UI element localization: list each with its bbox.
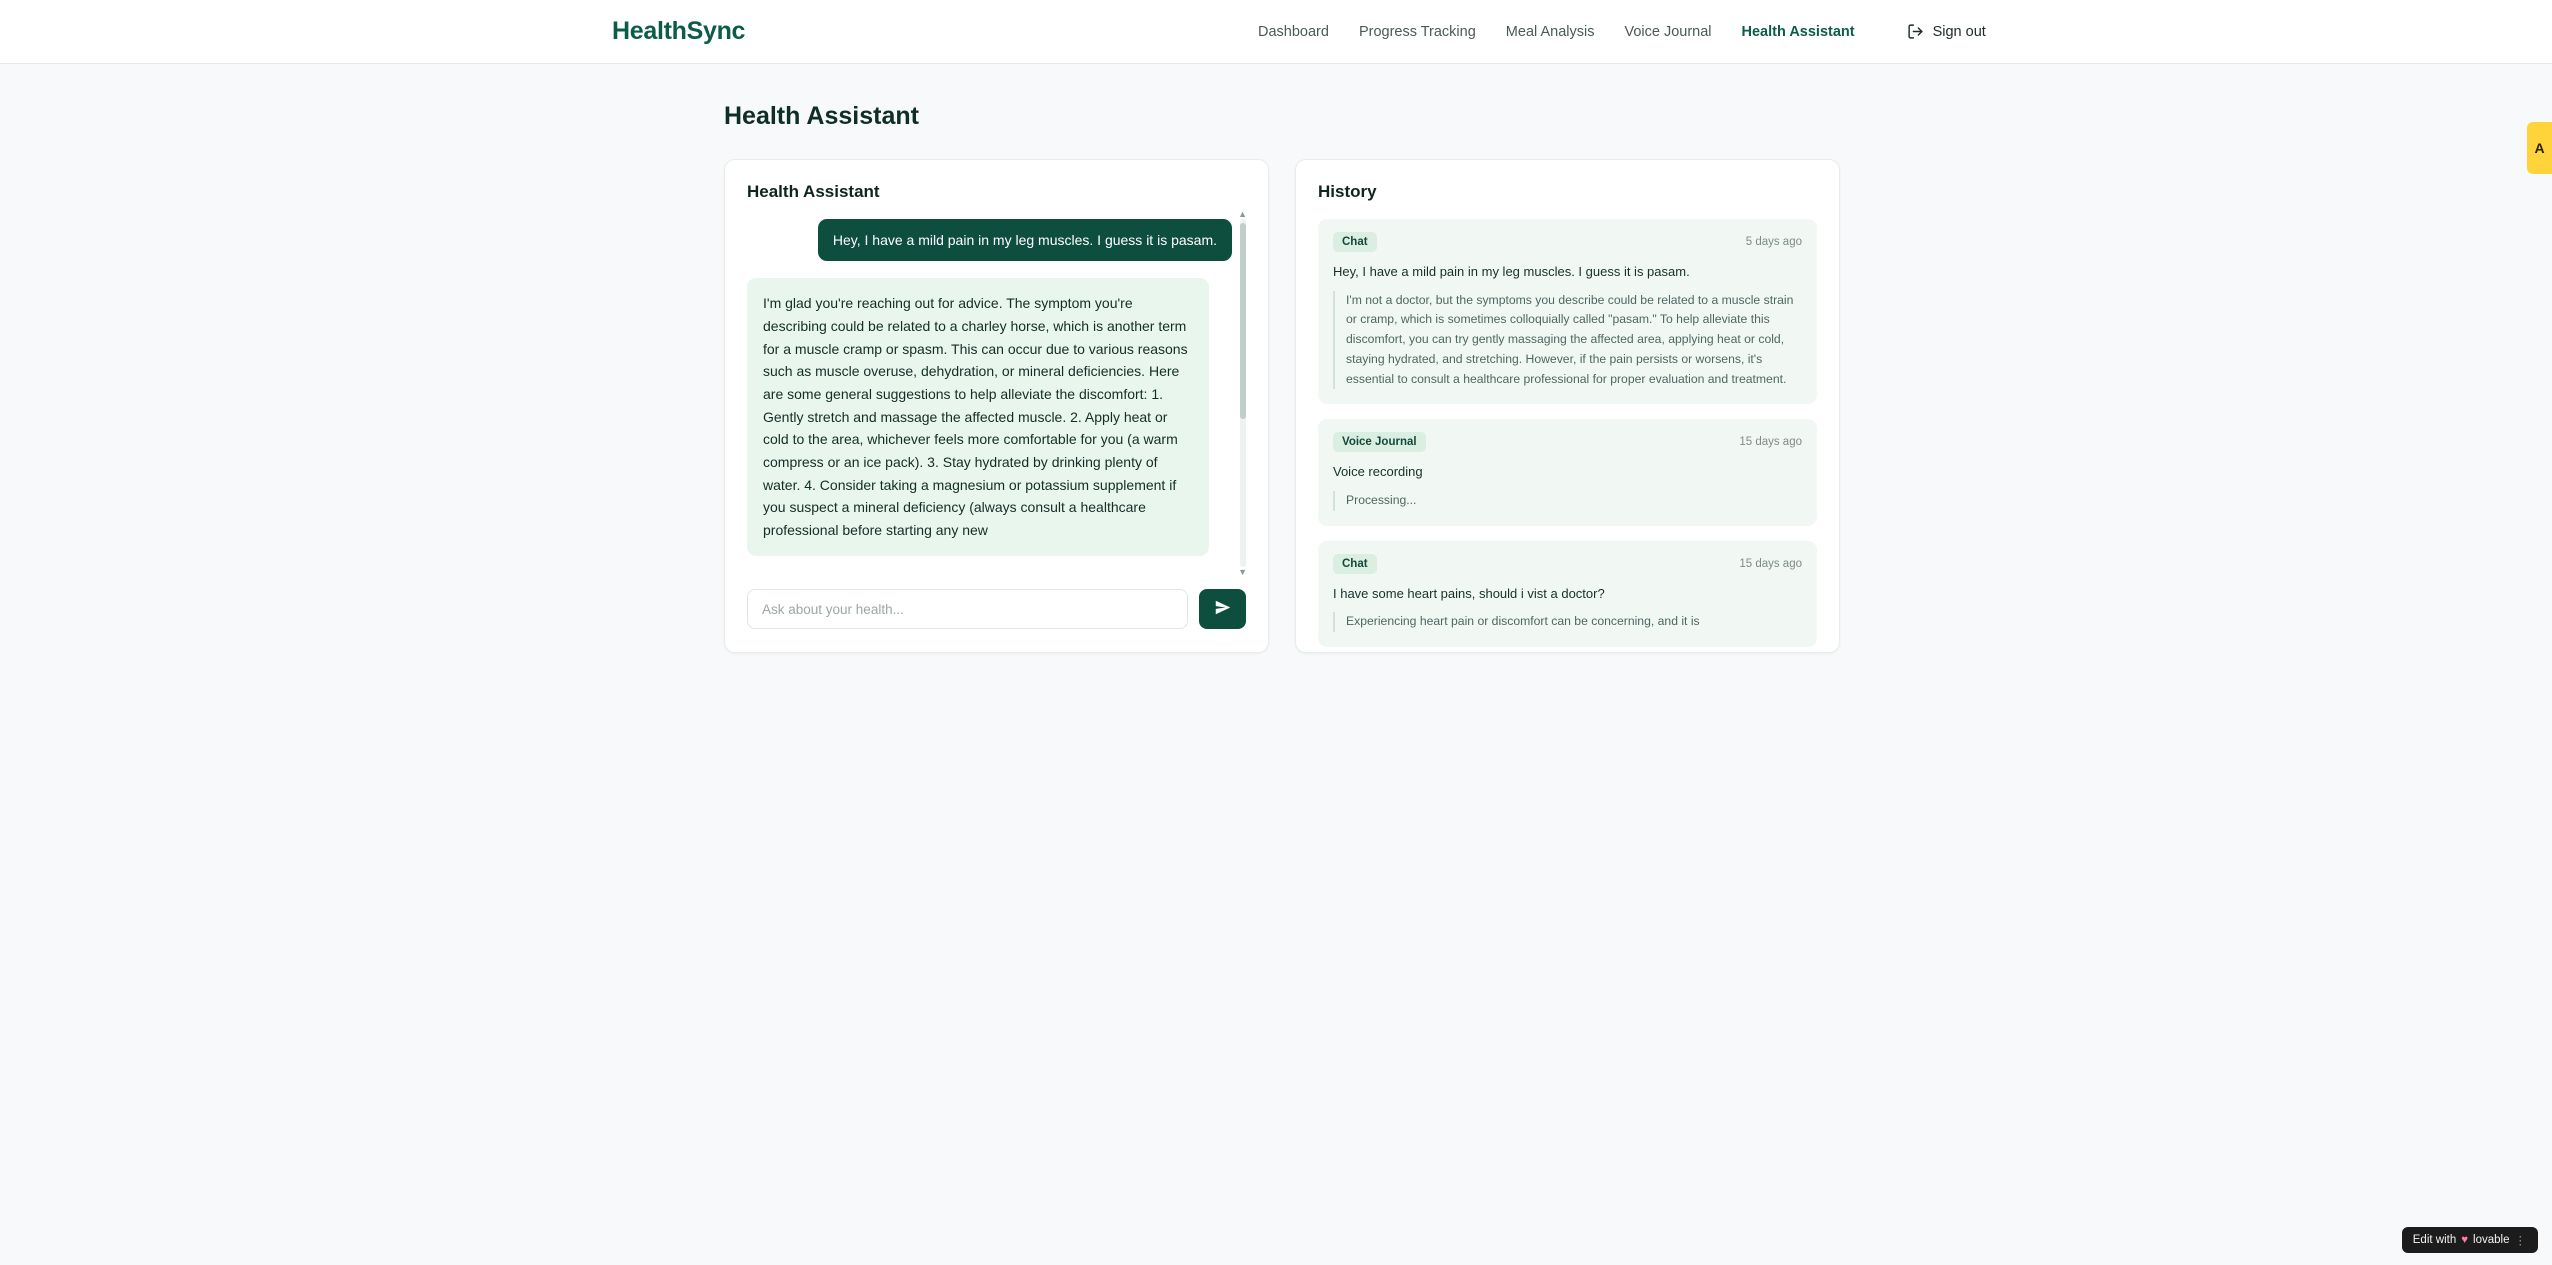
history-prompt: Voice recording <box>1333 464 1423 480</box>
chat-scrollbar-thumb[interactable] <box>1240 223 1246 419</box>
history-response: I'm not a doctor, but the symptoms you describe could be related to a muscle strain or cramp, which is sometimes colloquially called "pasam." To help alleviate this discomfort, you can try gently massaging the affected area, applying heat or cold, staying hydrated, and stretching. However, if the pain persists or worsens, it's essential to consult a healthcare professional for proper evaluation and treatment. <box>1333 291 1802 390</box>
heart-icon: ♥ <box>2461 1234 2469 1246</box>
history-item-header <box>1333 554 1802 574</box>
main-nav <box>1258 23 1986 40</box>
history-response: Experiencing heart pain or discomfort can be concerning, and it is <box>1333 612 1802 632</box>
assistant-card <box>724 159 1269 653</box>
nav-item-meal-analysis[interactable]: Meal Analysis <box>1505 23 1595 40</box>
history-list-item[interactable] <box>1318 419 1817 525</box>
edit-with-lovable-badge[interactable] <box>2402 1227 2538 1253</box>
side-panel-tab[interactable] <box>2527 122 2552 174</box>
history-type-badge: Chat <box>1333 232 1377 252</box>
history-prompt: I have some heart pains, should i vist a doctor? <box>1333 585 1605 601</box>
chat-input[interactable] <box>747 589 1188 629</box>
history-timestamp: 15 days ago <box>1739 557 1802 570</box>
assistant-card-title: Health Assistant <box>747 182 880 201</box>
history-item-header <box>1333 432 1802 452</box>
history-timestamp: 15 days ago <box>1739 436 1802 449</box>
chat-scrollbar[interactable] <box>1238 209 1247 577</box>
send-icon <box>1214 599 1231 619</box>
chat-bubble-user: Hey, I have a mild pain in my leg muscles. I guess it is pasam. <box>818 219 1232 261</box>
send-button[interactable] <box>1199 589 1246 629</box>
history-item-header <box>1333 232 1802 252</box>
nav-item-progress-tracking[interactable]: Progress Tracking <box>1358 23 1476 40</box>
chat-composer <box>747 589 1246 629</box>
history-card <box>1295 159 1840 653</box>
top-navbar <box>0 0 2552 64</box>
page-body <box>0 64 2552 653</box>
history-card-title: History <box>1318 182 1377 201</box>
edit-badge-brand: lovable <box>2473 1234 2510 1246</box>
brand-logo[interactable]: HealthSync <box>612 17 746 45</box>
chat-message-user <box>747 219 1232 261</box>
scroll-up-icon[interactable]: ▲ <box>1238 209 1247 219</box>
more-options-icon[interactable]: ⋮ <box>2514 1235 2527 1247</box>
nav-item-health-assistant[interactable]: Health Assistant <box>1741 23 1855 40</box>
edit-badge-prefix: Edit with <box>2412 1234 2457 1246</box>
history-prompt: Hey, I have a mild pain in my leg muscles. I guess it is pasam. <box>1333 264 1690 279</box>
side-panel-tab-label: A <box>2534 140 2545 156</box>
history-response: Processing... <box>1333 491 1802 511</box>
chat-message-assistant <box>747 278 1232 555</box>
page-title: Health Assistant <box>724 102 919 130</box>
chat-bubble-assistant: I'm glad you're reaching out for advice. The symptom you're describing could be related to a charley horse, which is another term for a muscle cramp or spasm. This can occur due to various reasons such as muscle overuse, dehydration, or mineral deficiencies. Here are some general suggestions to help alleviate the discomfort: 1. Gently stretch and massage the affected muscle. 2. Apply heat or cold to the area, whichever feels more comfortable for you (a warm compress or an ice pack). 3. Stay hydrated by drinking plenty of water. 4. Consider taking a magnesium or potassium supplement if you suspect a mineral deficiency (always consult a healthcare professional before starting any new <box>747 278 1209 555</box>
chat-message-list <box>747 209 1247 577</box>
history-timestamp: 5 days ago <box>1745 236 1802 248</box>
sign-out-button[interactable] <box>1907 23 1986 40</box>
nav-item-dashboard[interactable]: Dashboard <box>1258 23 1329 40</box>
history-type-badge: Chat <box>1333 554 1377 574</box>
history-type-badge: Voice Journal <box>1333 432 1426 452</box>
scroll-down-icon[interactable]: ▼ <box>1238 567 1247 577</box>
content-columns <box>724 159 2552 653</box>
history-list-item[interactable] <box>1318 541 1817 647</box>
sign-out-label: Sign out <box>1932 23 1986 40</box>
history-list-item[interactable] <box>1318 219 1817 404</box>
nav-item-voice-journal[interactable]: Voice Journal <box>1624 23 1712 40</box>
sign-out-icon <box>1907 23 1924 40</box>
